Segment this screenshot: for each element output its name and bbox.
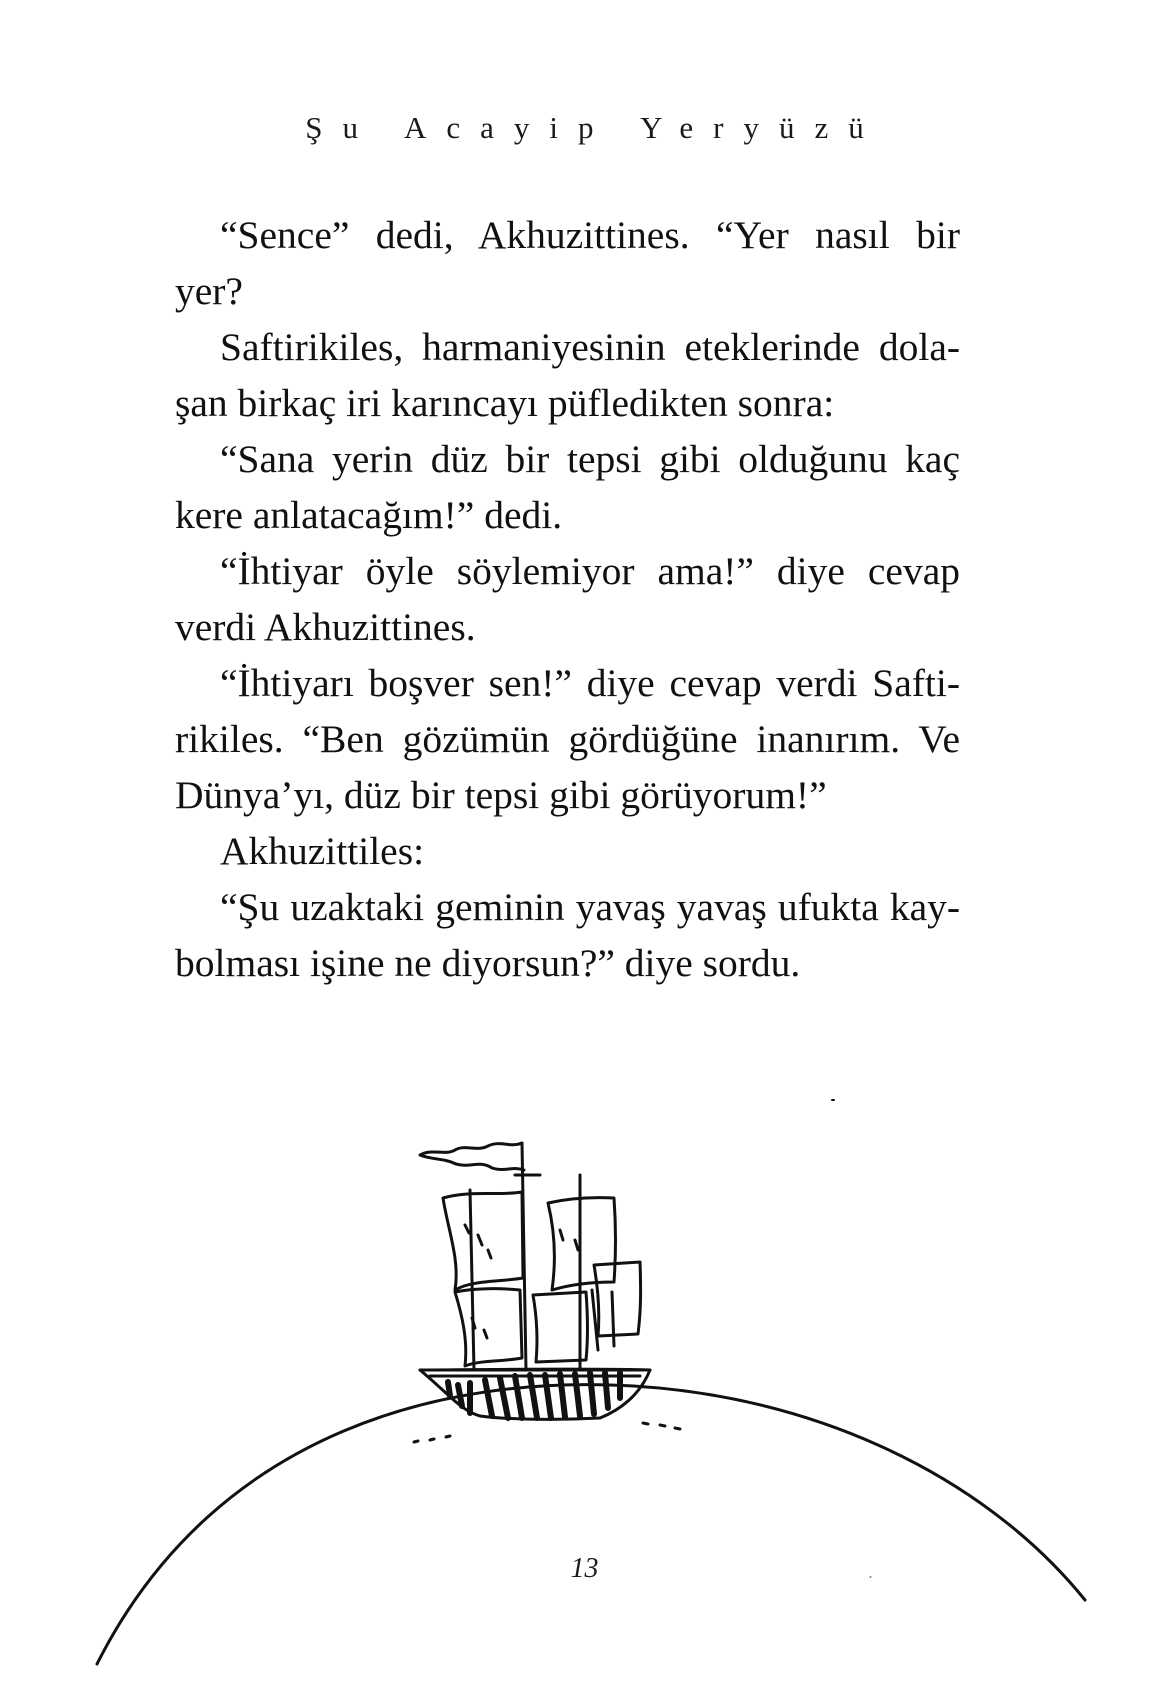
sail-top-right	[548, 1198, 616, 1290]
sail-top-left	[443, 1192, 523, 1290]
sail-lower-left	[455, 1289, 522, 1366]
text-line: verdi Akhuzittines.	[175, 605, 476, 649]
text-line: “Sence” dedi, Akhuzittines. “Yer nasıl bir	[220, 213, 960, 257]
text-line: “Şu uzaktaki geminin yavaş yavaş ufukta kay-	[220, 885, 960, 929]
page-number: 13	[570, 1553, 599, 1584]
rear-mast	[470, 1190, 474, 1370]
sail-small-right	[594, 1262, 641, 1336]
text-line: Akhuzittiles:	[220, 829, 425, 873]
text-line: kere anlatacağım!” dedi.	[175, 493, 563, 537]
running-head: Şu Acayip Yeryüzü	[305, 110, 884, 145]
paragraph	[175, 319, 960, 431]
paragraph	[175, 431, 960, 543]
text-line: “Sana yerin düz bir tepsi gibi olduğunu kaç	[220, 437, 960, 481]
text-line: Dünya’yı, düz bir tepsi gibi görüyorum!”	[175, 773, 827, 817]
globe-outline	[97, 1385, 1085, 1664]
text-line: yer?	[175, 269, 243, 313]
ship-on-globe-illustration	[0, 1080, 1169, 1689]
paragraph	[175, 655, 960, 823]
paragraph	[175, 207, 960, 319]
paragraph	[175, 823, 960, 879]
text-line: bolması işine ne diyorsun?” diye sordu.	[175, 941, 801, 985]
globe-marks	[414, 1423, 680, 1442]
paragraph	[175, 879, 960, 991]
paragraph	[175, 543, 960, 655]
text-line: rikiles. “Ben gözümün gördüğüne inanırım. Ve	[175, 717, 960, 761]
text-line: “İhtiyarı boşver sen!” diye cevap verdi Safti-	[220, 661, 960, 705]
text-line: Saftirikiles, harmaniyesinin eteklerinde dola-	[220, 325, 960, 369]
text-line: şan birkaç iri karıncayı püfledikten sonra:	[175, 381, 835, 425]
body-text	[175, 207, 960, 991]
flag	[420, 1143, 524, 1170]
ship-drawing	[420, 1143, 650, 1419]
text-line: “İhtiyar öyle söylemiyor ama!” diye cevap	[220, 549, 960, 593]
